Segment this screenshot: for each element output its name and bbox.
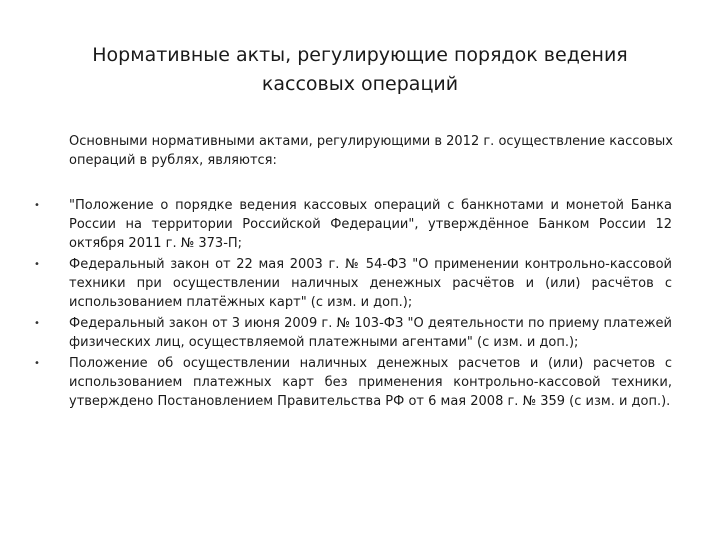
bullet-icon: • [34, 259, 40, 270]
list-item-text: Федеральный закон от 3 июня 2009 г. № 103-ФЗ "О деятельности по приему платежей физических лиц, осуществляемой платежными агентами" (с изм. и доп.); [69, 316, 672, 350]
list-item [0, 196, 720, 253]
list-item [0, 314, 720, 352]
regulations-list [0, 196, 720, 413]
bullet-icon: • [34, 318, 40, 329]
bullet-icon: • [34, 200, 40, 211]
list-item-text: Положение об осуществлении наличных денежных расчетов и (или) расчетов с использованием платежных карт без применения контрольно-кассовой техники, утверждено Постановлением Правительства РФ от 6 мая 2008 г. № 359 (с изм. и доп.). [69, 356, 672, 409]
slide-title: Нормативные акты, регулирующие порядок ведения кассовых операций [92, 44, 628, 95]
bullet-icon: • [34, 358, 40, 369]
list-item-text: "Положение о порядке ведения кассовых операций с банкнотами и монетой Банка России на территории Российской Федерации", утверждённое Банком России 12 октября 2011 г. № 373-П; [69, 198, 672, 251]
intro-paragraph: Основными нормативными актами, регулирующими в 2012 г. осуществление кассовых операций в рублях, являются: [69, 134, 673, 168]
list-item-text: Федеральный закон от 22 мая 2003 г. № 54-ФЗ "О применении контрольно-кассовой техники при осуществлении наличных денежных расчётов и (или) расчётов с использованием платёжных карт" (с изм. и доп.); [69, 257, 672, 310]
list-item [0, 354, 720, 411]
list-item [0, 255, 720, 312]
